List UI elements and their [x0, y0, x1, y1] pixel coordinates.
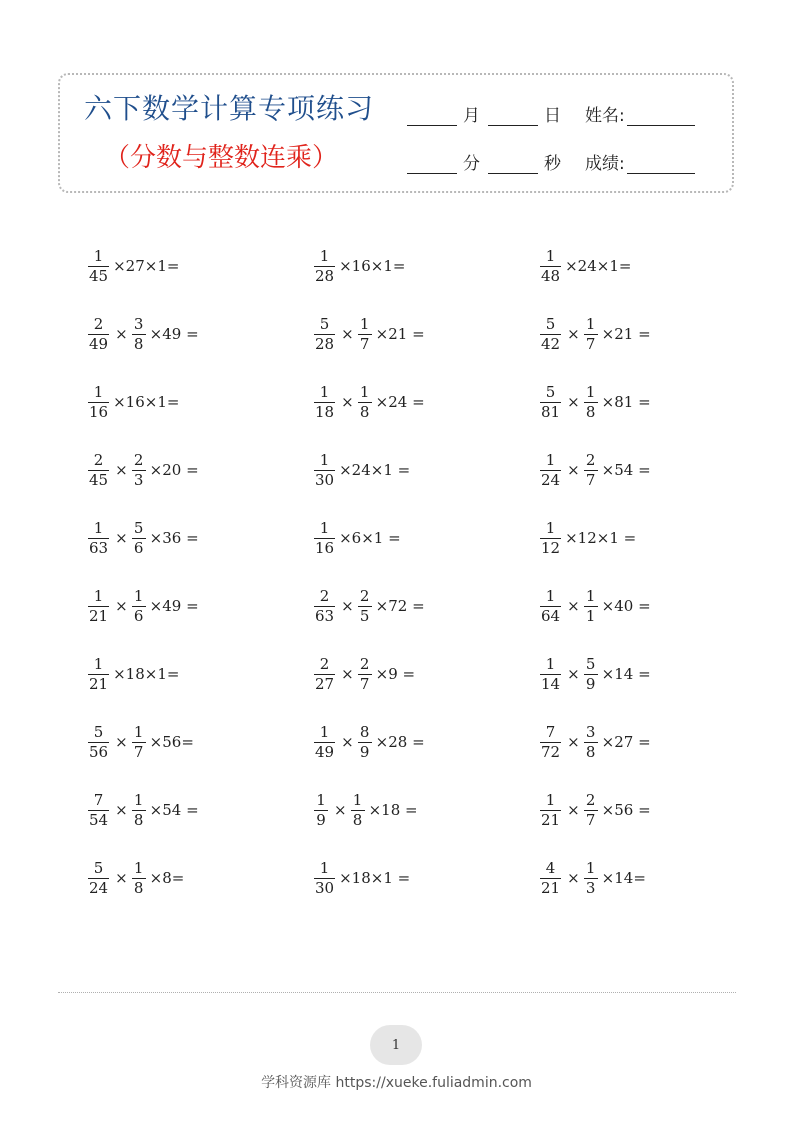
- fraction-denominator: 1: [584, 606, 598, 624]
- fraction-numerator: 5: [585, 654, 596, 673]
- fraction: [132, 450, 146, 489]
- page-number: 1: [370, 1025, 422, 1065]
- fraction: [132, 858, 146, 897]
- fraction-numerator: 1: [93, 246, 104, 265]
- times-sign: ×: [115, 869, 128, 887]
- fraction: [88, 586, 109, 625]
- fraction-numerator: 5: [545, 382, 556, 401]
- fraction-numerator: 7: [545, 722, 556, 741]
- fraction-denominator: 5: [358, 606, 372, 624]
- fraction-denominator: 42: [541, 334, 561, 353]
- time-fields: [407, 149, 701, 174]
- problem-tail: ×9 =: [375, 665, 416, 683]
- fraction: [358, 722, 372, 761]
- problem-item: [314, 368, 540, 436]
- fraction-numerator: 1: [585, 858, 596, 877]
- fraction-numerator: 1: [545, 450, 556, 469]
- problem-item: [314, 436, 540, 504]
- fraction-denominator: 9: [584, 674, 598, 692]
- fraction-denominator: 56: [89, 742, 109, 761]
- times-sign: ×: [115, 597, 128, 615]
- fraction: [88, 246, 109, 285]
- fraction: [540, 790, 561, 829]
- fraction-numerator: 1: [319, 246, 330, 265]
- times-sign: ×: [567, 325, 580, 343]
- problem-item: [314, 232, 540, 300]
- fraction-denominator: 48: [541, 266, 561, 285]
- problem-tail: ×20 =: [149, 461, 199, 479]
- problem-tail: ×56=: [149, 733, 194, 751]
- problem-tail: ×28 =: [375, 733, 425, 751]
- fraction-numerator: 1: [93, 382, 104, 401]
- worksheet-subtitle: （分数与整数连乘）: [104, 143, 339, 173]
- fraction-numerator: 1: [545, 518, 556, 537]
- fraction-numerator: 1: [319, 858, 330, 877]
- fraction-denominator: 21: [89, 674, 109, 693]
- problem-item: [540, 232, 728, 300]
- fraction-denominator: 7: [584, 334, 598, 352]
- problem-item: [314, 844, 540, 912]
- times-sign: ×: [115, 801, 128, 819]
- fraction: [358, 382, 372, 421]
- fraction: [584, 790, 598, 829]
- problem-tail: ×21 =: [375, 325, 425, 343]
- second-label: 秒: [544, 154, 561, 174]
- times-sign: ×: [115, 529, 128, 547]
- fraction: [358, 654, 372, 693]
- fraction-numerator: 2: [359, 586, 370, 605]
- fraction-numerator: 2: [319, 586, 330, 605]
- problem-item: [540, 504, 728, 572]
- fraction-numerator: 1: [585, 382, 596, 401]
- times-sign: ×: [341, 325, 354, 343]
- problem-item: [88, 300, 314, 368]
- fraction-numerator: 2: [359, 654, 370, 673]
- fraction-numerator: 1: [93, 654, 104, 673]
- fraction-numerator: 4: [545, 858, 556, 877]
- fraction-denominator: 63: [315, 606, 335, 625]
- fraction-denominator: 72: [541, 742, 561, 761]
- fraction-numerator: 2: [93, 314, 104, 333]
- fraction-denominator: 8: [132, 878, 146, 896]
- fraction-numerator: 5: [319, 314, 330, 333]
- times-sign: ×: [115, 461, 128, 479]
- fraction-denominator: 18: [315, 402, 335, 421]
- fraction: [358, 314, 372, 353]
- problem-tail: ×12×1 =: [565, 529, 637, 547]
- footer-divider: [58, 992, 736, 993]
- fraction-denominator: 8: [584, 402, 598, 420]
- score-blank[interactable]: [627, 155, 695, 174]
- fraction: [88, 518, 109, 557]
- fraction: [540, 314, 561, 353]
- fraction-numerator: 5: [545, 314, 556, 333]
- problem-tail: ×16×1=: [113, 393, 180, 411]
- fraction-denominator: 7: [132, 742, 146, 760]
- problem-tail: ×56 =: [601, 801, 651, 819]
- problem-tail: ×54 =: [149, 801, 199, 819]
- times-sign: ×: [567, 801, 580, 819]
- fraction: [314, 450, 335, 489]
- fraction-numerator: 1: [545, 246, 556, 265]
- header-box: [58, 73, 734, 193]
- fraction: [584, 586, 598, 625]
- problem-tail: ×49 =: [149, 325, 199, 343]
- fraction: [314, 654, 335, 693]
- problem-tail: ×14=: [601, 869, 646, 887]
- name-label: 姓名:: [585, 106, 625, 126]
- fraction-denominator: 14: [541, 674, 561, 693]
- minute-label: 分: [463, 154, 480, 174]
- problem-tail: ×6×1 =: [339, 529, 401, 547]
- date-fields: [407, 101, 701, 126]
- fraction: [540, 382, 561, 421]
- problem-item: [314, 776, 540, 844]
- fraction-numerator: 1: [352, 790, 363, 809]
- footer-source: 学科资源库 https://xueke.fuliadmin.com: [261, 1075, 532, 1091]
- problem-tail: ×24 =: [375, 393, 425, 411]
- fraction-denominator: 49: [315, 742, 335, 761]
- fraction-numerator: 1: [133, 722, 144, 741]
- fraction: [132, 518, 146, 557]
- fraction: [314, 586, 335, 625]
- problem-tail: ×8=: [149, 869, 185, 887]
- fraction-numerator: 1: [133, 790, 144, 809]
- problem-item: [88, 572, 314, 640]
- problem-tail: ×27 =: [601, 733, 651, 751]
- fraction-numerator: 5: [93, 858, 104, 877]
- fraction-numerator: 1: [93, 518, 104, 537]
- problem-tail: ×36 =: [149, 529, 199, 547]
- fraction-denominator: 7: [358, 674, 372, 692]
- times-sign: ×: [341, 665, 354, 683]
- problem-item: [314, 640, 540, 708]
- fraction-numerator: 1: [359, 382, 370, 401]
- fraction-numerator: 1: [133, 858, 144, 877]
- fraction-denominator: 16: [89, 402, 109, 421]
- fraction-denominator: 9: [358, 742, 372, 760]
- problem-item: [88, 436, 314, 504]
- problem-tail: ×18×1 =: [339, 869, 411, 887]
- times-sign: ×: [115, 325, 128, 343]
- problem-item: [88, 368, 314, 436]
- fraction-numerator: 1: [359, 314, 370, 333]
- problem-item: [540, 776, 728, 844]
- fraction-numerator: 1: [133, 586, 144, 605]
- times-sign: ×: [341, 393, 354, 411]
- fraction-denominator: 21: [541, 878, 561, 897]
- fraction-numerator: 1: [585, 586, 596, 605]
- fraction: [314, 246, 335, 285]
- problem-item: [88, 640, 314, 708]
- fraction-denominator: 7: [358, 334, 372, 352]
- problem-item: [314, 708, 540, 776]
- problem-tail: ×14 =: [601, 665, 651, 683]
- fraction: [132, 586, 146, 625]
- fraction-denominator: 9: [314, 810, 328, 828]
- fraction: [584, 382, 598, 421]
- fraction-numerator: 5: [133, 518, 144, 537]
- times-sign: ×: [567, 869, 580, 887]
- problem-tail: ×40 =: [601, 597, 651, 615]
- fraction: [88, 790, 109, 829]
- minute-blank[interactable]: [407, 155, 457, 174]
- fraction: [584, 654, 598, 693]
- fraction: [88, 450, 109, 489]
- problem-tail: ×24×1 =: [339, 461, 411, 479]
- fraction: [540, 586, 561, 625]
- fraction-denominator: 7: [584, 810, 598, 828]
- fraction-numerator: 2: [133, 450, 144, 469]
- fraction-denominator: 28: [315, 334, 335, 353]
- fraction-denominator: 6: [132, 538, 146, 556]
- problem-item: [88, 844, 314, 912]
- fraction: [584, 858, 598, 897]
- problem-item: [540, 436, 728, 504]
- fraction-numerator: 2: [93, 450, 104, 469]
- fraction-numerator: 3: [133, 314, 144, 333]
- fraction-denominator: 45: [89, 266, 109, 285]
- problem-item: [314, 504, 540, 572]
- fraction-denominator: 27: [315, 674, 335, 693]
- fraction-numerator: 5: [93, 722, 104, 741]
- fraction-denominator: 7: [584, 470, 598, 488]
- fraction-numerator: 1: [316, 790, 326, 809]
- problem-item: [540, 300, 728, 368]
- problem-tail: ×81 =: [601, 393, 651, 411]
- fraction-numerator: 1: [585, 314, 596, 333]
- fraction-numerator: 1: [319, 722, 330, 741]
- problem-item: [88, 504, 314, 572]
- problem-item: [88, 708, 314, 776]
- problem-item: [540, 572, 728, 640]
- fraction: [88, 858, 109, 897]
- score-label: 成绩:: [585, 154, 625, 174]
- problem-item: [540, 640, 728, 708]
- fraction-numerator: 3: [585, 722, 596, 741]
- problem-tail: ×72 =: [375, 597, 425, 615]
- fraction: [584, 722, 598, 761]
- fraction-denominator: 8: [358, 402, 372, 420]
- fraction-numerator: 1: [319, 382, 330, 401]
- worksheet-title: 六下数学计算专项练习: [84, 92, 375, 125]
- fraction: [88, 654, 109, 693]
- fraction-denominator: 3: [132, 470, 146, 488]
- fraction: [584, 314, 598, 353]
- fraction-numerator: 2: [585, 790, 596, 809]
- fraction-denominator: 8: [351, 810, 365, 828]
- problem-item: [540, 708, 728, 776]
- fraction-denominator: 24: [541, 470, 561, 489]
- fraction-numerator: 1: [545, 586, 556, 605]
- fraction: [88, 314, 109, 353]
- fraction: [314, 790, 328, 829]
- problem-item: [88, 232, 314, 300]
- times-sign: ×: [334, 801, 347, 819]
- problem-tail: ×21 =: [601, 325, 651, 343]
- fraction-denominator: 24: [89, 878, 109, 897]
- fraction: [88, 382, 109, 421]
- fraction: [584, 450, 598, 489]
- problem-tail: ×24×1=: [565, 257, 632, 275]
- fraction: [540, 246, 561, 285]
- fraction-numerator: 2: [319, 654, 330, 673]
- fraction-numerator: 7: [93, 790, 104, 809]
- times-sign: ×: [341, 733, 354, 751]
- problem-item: [540, 844, 728, 912]
- problem-tail: ×54 =: [601, 461, 651, 479]
- fraction: [540, 450, 561, 489]
- fraction-denominator: 49: [89, 334, 109, 353]
- fraction-numerator: 8: [359, 722, 370, 741]
- problem-tail: ×16×1=: [339, 257, 406, 275]
- problem-item: [314, 300, 540, 368]
- fraction: [132, 314, 146, 353]
- problem-tail: ×18 =: [368, 801, 418, 819]
- problem-tail: ×49 =: [149, 597, 199, 615]
- fraction-numerator: 1: [319, 450, 330, 469]
- month-label: 月: [463, 106, 480, 126]
- fraction-denominator: 16: [315, 538, 335, 557]
- fraction-numerator: 1: [545, 790, 556, 809]
- fraction-denominator: 64: [541, 606, 561, 625]
- problem-tail: ×18×1=: [113, 665, 180, 683]
- fraction: [314, 382, 335, 421]
- fraction: [351, 790, 365, 829]
- fraction: [314, 722, 335, 761]
- fraction-denominator: 8: [132, 334, 146, 352]
- fraction-denominator: 8: [584, 742, 598, 760]
- day-label: 日: [544, 106, 561, 126]
- fraction: [540, 858, 561, 897]
- fraction: [314, 518, 335, 557]
- times-sign: ×: [567, 393, 580, 411]
- fraction-denominator: 81: [541, 402, 561, 421]
- fraction: [132, 722, 146, 761]
- fraction-denominator: 30: [315, 878, 335, 897]
- problem-item: [314, 572, 540, 640]
- problem-tail: ×27×1=: [113, 257, 180, 275]
- fraction-numerator: 1: [93, 586, 104, 605]
- times-sign: ×: [115, 733, 128, 751]
- fraction: [540, 722, 561, 761]
- fraction: [88, 722, 109, 761]
- times-sign: ×: [567, 597, 580, 615]
- name-blank[interactable]: [627, 107, 695, 126]
- fraction-denominator: 30: [315, 470, 335, 489]
- problem-item: [540, 368, 728, 436]
- times-sign: ×: [567, 461, 580, 479]
- fraction: [540, 654, 561, 693]
- fraction-denominator: 8: [132, 810, 146, 828]
- times-sign: ×: [341, 597, 354, 615]
- day-blank[interactable]: [488, 107, 538, 126]
- fraction-denominator: 28: [315, 266, 335, 285]
- fraction: [314, 858, 335, 897]
- times-sign: ×: [567, 733, 580, 751]
- fraction-denominator: 6: [132, 606, 146, 624]
- fraction-denominator: 21: [541, 810, 561, 829]
- fraction: [540, 518, 561, 557]
- fraction: [358, 586, 372, 625]
- times-sign: ×: [567, 665, 580, 683]
- fraction-denominator: 63: [89, 538, 109, 557]
- fraction-denominator: 45: [89, 470, 109, 489]
- fraction-denominator: 54: [89, 810, 109, 829]
- fraction-denominator: 21: [89, 606, 109, 625]
- fraction-numerator: 2: [585, 450, 596, 469]
- problem-item: [88, 776, 314, 844]
- second-blank[interactable]: [488, 155, 538, 174]
- month-blank[interactable]: [407, 107, 457, 126]
- fraction-denominator: 3: [584, 878, 598, 896]
- fraction-numerator: 1: [319, 518, 330, 537]
- fraction: [314, 314, 335, 353]
- fraction-denominator: 12: [541, 538, 561, 557]
- problem-grid: [88, 232, 728, 912]
- fraction: [132, 790, 146, 829]
- fraction-numerator: 1: [545, 654, 556, 673]
